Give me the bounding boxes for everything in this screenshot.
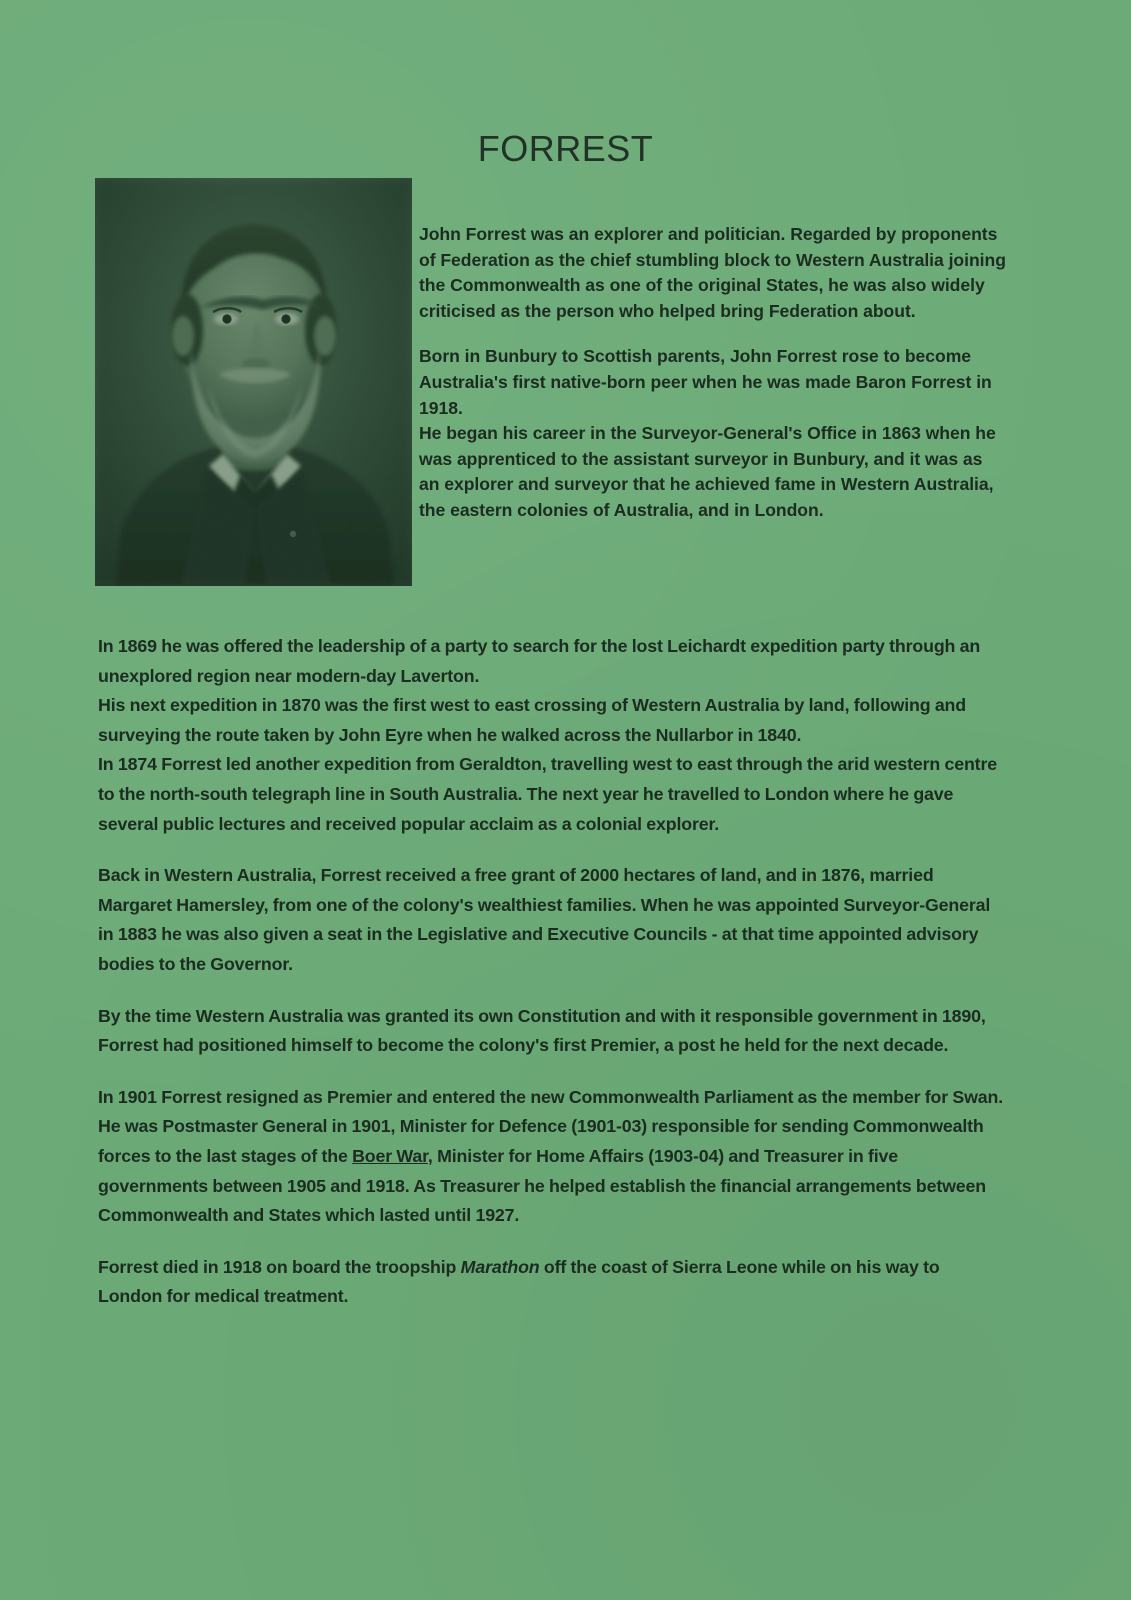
body-paragraph-1 xyxy=(98,632,1006,839)
intro-paragraph-2: Born in Bunbury to Scottish parents, John Forrest rose to become Australia's first native-born peer when he was made Baron Forrest in 1918. xyxy=(419,346,992,418)
page-title: FORREST xyxy=(477,128,654,170)
intro-paragraph-1: John Forrest was an explorer and politician. Regarded by proponents of Federation as the chief stumbling block to Western Australia joining the Commonwealth as one of the original States, he was also widely criticised as the person who helped bring Federation about. xyxy=(419,224,1006,321)
body-paragraph-2: Back in Western Australia, Forrest received a free grant of 2000 hectares of land, and in 1876, married Margaret Hamersley, from one of the colony's wealthiest families. When he was appointed Surveyor-General in 1883 he was also given a seat in the Legislative and Executive Councils - at that time appointed advisory bodies to the Governor. xyxy=(98,865,991,974)
body-paragraph-5-text-after-ship: off the coast of Sierra Leone while on his way to London for medical treatment. xyxy=(98,1256,940,1307)
body-sentence-1869: In 1869 he was offered the leadership of a party to search for the lost Leichardt expedition party through an unexplored region near modern-day Laverton. xyxy=(98,636,981,686)
body-paragraph-5-text-before-ship: Forrest died in 1918 on board the troopship xyxy=(98,1256,461,1277)
body-sentence-1870: His next expedition in 1870 was the first west to east crossing of Western Australia by land, following and surveying the route taken by John Eyre when he walked across the Nullarbor in 1840. xyxy=(98,695,966,745)
body-paragraph-4-text-after-link: , Minister for Home Affairs (1903-04) and Treasurer in five governments between 1905 and 1918. As Treasurer he helped establish the financial arrangements between Commonwealth and States which lasted until 1927. xyxy=(98,1145,986,1226)
intro-text-column xyxy=(419,222,1007,524)
body-paragraph-4-text-before-link: In 1901 Forrest resigned as Premier and entered the new Commonwealth Parliament as the member for Swan. He was Postmaster General in 1901, Minister for Defence (1901-03) responsible for sending Commonwealth forces to the last stages of the xyxy=(98,1086,1004,1166)
body-paragraph-5 xyxy=(98,1253,1006,1312)
john-forrest-portrait-photograph xyxy=(95,178,412,586)
body-sentence-1874: In 1874 Forrest led another expedition from Geraldton, travelling west to east through the arid western centre to the north-south telegraph line in South Australia. The next year he travelled to London where he gave several public lectures and received popular acclaim as a colonial explorer. xyxy=(98,754,997,834)
ship-name-marathon: Marathon xyxy=(460,1256,540,1277)
body-paragraph-3: By the time Western Australia was granted its own Constitution and with it responsible government in 1890, Forrest had positioned himself to become the colony's first Premier, a post he held for the next decade. xyxy=(98,1005,986,1056)
boer-war-link[interactable]: Boer War xyxy=(352,1145,428,1166)
body-paragraph-4 xyxy=(98,1083,1006,1231)
body-text-column xyxy=(98,632,1006,1312)
intro-paragraph-3: He began his career in the Surveyor-General's Office in 1863 when he was apprenticed to the assistant surveyor in Bunbury, and it was as an explorer and surveyor that he achieved fame in Western Australia, the eastern colonies of Australia, and in London. xyxy=(419,423,996,520)
